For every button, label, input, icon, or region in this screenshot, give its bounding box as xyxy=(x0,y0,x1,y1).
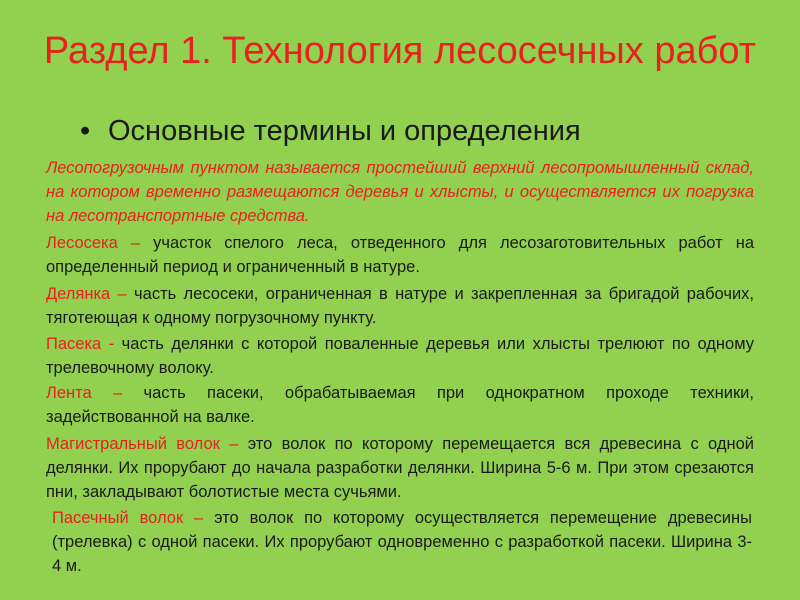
definition-term: Лесосека – xyxy=(46,234,141,252)
definition-cutting-area xyxy=(46,231,754,279)
subtitle-bullet-item xyxy=(80,112,760,150)
definition-apiary-strip xyxy=(46,332,754,380)
definition-text: часть лесосеки, ограниченная в натуре и закрепленная за бригадой рабочих, тяготеющая к одному погрузочному пункту. xyxy=(46,285,755,327)
subtitle-text: Основные термины и определения xyxy=(108,115,581,147)
definition-main-skid-trail xyxy=(46,432,754,504)
slide-title: Раздел 1. Технология лесосечных работ xyxy=(43,30,757,72)
definition-term: Пасека - xyxy=(46,335,115,353)
definition-text: участок спелого леса, отведенного для лесозаготовительных работ на определенный период и ограниченный в натуре. xyxy=(46,234,755,276)
definition-text: часть пасеки, обрабатываемая при однократном проходе техники, задействованной на валке. xyxy=(46,384,754,426)
bullet-marker: • xyxy=(80,115,91,147)
definition-ribbon xyxy=(46,381,754,429)
definition-term: Лесопогрузочным пунктом xyxy=(46,159,259,177)
definition-loading-point xyxy=(46,156,754,228)
definition-plot xyxy=(46,282,754,330)
definition-text: называется простейший верхний лесопромышленный склад, на котором временно размещаются деревья и хлысты, и осуществляется их погрузка на лесотранспортные средства. xyxy=(46,159,754,225)
definition-text: это волок по которому перемещается вся древесина с одной делянки. Их прорубают до начала разработки делянки. Ширина 5-6 м. При этом срезаются пни, закладывают болотистые места сучьями. xyxy=(46,435,754,501)
definition-strip-skid-trail xyxy=(52,506,752,578)
definition-text: часть делянки с которой поваленные деревья или хлысты трелюют по одному трелевочному волоку. xyxy=(46,335,754,377)
definition-term: Пасечный волок – xyxy=(52,509,204,527)
definition-term: Магистральный волок – xyxy=(46,435,239,453)
definition-term: Делянка – xyxy=(46,285,127,303)
definition-text: это волок по которому осуществляется перемещение древесины (трелевка) с одной пасеки. Их прорубают одновременно с разработкой пасеки. Ширина 3-4 м. xyxy=(52,509,752,575)
definition-term: Лента – xyxy=(46,384,123,402)
